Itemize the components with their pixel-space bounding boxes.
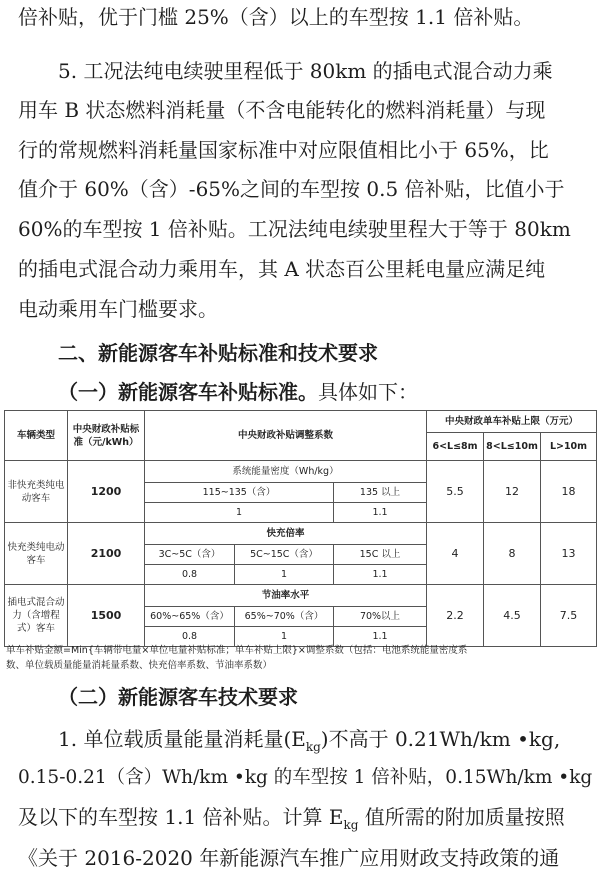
coef-range: 135 以上 xyxy=(334,483,427,503)
coef-range: 70%以上 xyxy=(334,607,427,627)
subsection-heading: （二）新能源客车技术要求 xyxy=(58,685,298,709)
row-type: 非快充类纯电动客车 xyxy=(5,461,68,523)
text-run: 及以下的车型按 1.1 倍补贴。计算 E xyxy=(18,805,344,829)
coef-title: 快充倍率 xyxy=(145,523,427,545)
cap-value: 4 xyxy=(427,523,484,585)
cap-value: 2.2 xyxy=(427,585,484,647)
paragraph-line: 倍补贴，优于门槛 25%（含）以上的车型按 1.1 倍补贴。 xyxy=(18,5,534,29)
coef-value: 1.1 xyxy=(334,565,427,585)
cap-value: 7.5 xyxy=(541,585,597,647)
header-length-1: 6<L≤8m xyxy=(427,433,484,461)
paragraph-line: 《关于 2016-2020 年新能源汽车推广应用财政支持政策的通 xyxy=(18,846,560,870)
text-run: )不高于 0.21Wh/km •kg, xyxy=(320,727,561,751)
coef-title: 节油率水平 xyxy=(145,585,427,607)
cap-value: 8 xyxy=(484,523,541,585)
paragraph-line xyxy=(18,805,565,837)
subsidy-table xyxy=(4,410,597,647)
header-length-2: 8<L≤10m xyxy=(484,433,541,461)
text-run: 值所需的附加质量按照 xyxy=(358,805,565,829)
cap-value: 18 xyxy=(541,461,597,523)
cap-value: 12 xyxy=(484,461,541,523)
coef-value: 1 xyxy=(235,627,334,647)
coef-value: 1 xyxy=(145,503,334,523)
table-footnote xyxy=(6,643,594,673)
cap-value: 5.5 xyxy=(427,461,484,523)
header-length-3: L>10m xyxy=(541,433,597,461)
coef-value: 1 xyxy=(235,565,334,585)
paragraph-line: 60%的车型按 1 倍补贴。工况法纯电续驶里程大于等于 80km xyxy=(18,217,571,241)
coef-range: 15C 以上 xyxy=(334,545,427,565)
paragraph-line: 值介于 60%（含）-65%之间的车型按 0.5 倍补贴，比值小于 xyxy=(18,177,565,201)
header-subsidy-standard: 中央财政补贴标准（元/kWh） xyxy=(68,411,145,461)
row-type: 插电式混合动力（含增程式）客车 xyxy=(5,585,68,647)
header-adjust-coef: 中央财政补贴调整系数 xyxy=(145,411,427,461)
cap-value: 4.5 xyxy=(484,585,541,647)
coef-value: 1.1 xyxy=(334,503,427,523)
coef-title: 系统能量密度（Wh/kg） xyxy=(145,461,427,483)
subsection-text: 具体如下： xyxy=(318,380,418,404)
coef-range: 3C~5C（含） xyxy=(145,545,235,565)
row-type: 快充类纯电动客车 xyxy=(5,523,68,585)
coef-value: 1.1 xyxy=(334,627,427,647)
paragraph-line: 行的常规燃料消耗量国家标准中对应限值相比小于 65%，比 xyxy=(18,138,549,162)
coef-value: 0.8 xyxy=(145,627,235,647)
footnote-line: 单车补贴金额=Min{车辆带电量×单位电量补贴标准；单车补贴上限}×调整系数（包括：电池系统能量密度系 xyxy=(6,645,468,656)
row-standard: 1200 xyxy=(68,461,145,523)
coef-range: 115~135（含） xyxy=(145,483,334,503)
subscript: kg xyxy=(305,740,321,754)
footnote-line: 数、单位载质量能量消耗量系数、快充倍率系数、节油率系数） xyxy=(6,660,273,671)
coef-range: 60%~65%（含） xyxy=(145,607,235,627)
coef-range: 65%~70%（含） xyxy=(235,607,334,627)
paragraph-line: 用车 B 状态燃料消耗量（不含电能转化的燃料消耗量）与现 xyxy=(18,98,546,122)
text-run: 1. 单位载质量能量消耗量(E xyxy=(58,727,306,751)
subsection-title: （一）新能源客车补贴标准。 xyxy=(58,380,318,404)
header-vehicle-type: 车辆类型 xyxy=(5,411,68,461)
row-standard: 2100 xyxy=(68,523,145,585)
subsection-heading xyxy=(58,380,418,404)
header-subsidy-cap: 中央财政单车补贴上限（万元） xyxy=(427,411,597,433)
section-heading: 二、新能源客车补贴标准和技术要求 xyxy=(58,341,378,365)
cap-value: 13 xyxy=(541,523,597,585)
paragraph-line xyxy=(58,727,560,759)
paragraph-line: 的插电式混合动力乘用车，其 A 状态百公里耗电量应满足纯 xyxy=(18,257,546,281)
paragraph-line: 5. 工况法纯电续驶里程低于 80km 的插电式混合动力乘 xyxy=(58,59,553,83)
paragraph-line: 电动乘用车门槛要求。 xyxy=(18,297,218,321)
coef-range: 5C~15C（含） xyxy=(235,545,334,565)
row-standard: 1500 xyxy=(68,585,145,647)
subscript: kg xyxy=(343,818,359,832)
coef-value: 0.8 xyxy=(145,565,235,585)
paragraph-line: 0.15-0.21（含）Wh/km •kg 的车型按 1 倍补贴，0.15Wh/km •kg xyxy=(18,767,593,788)
